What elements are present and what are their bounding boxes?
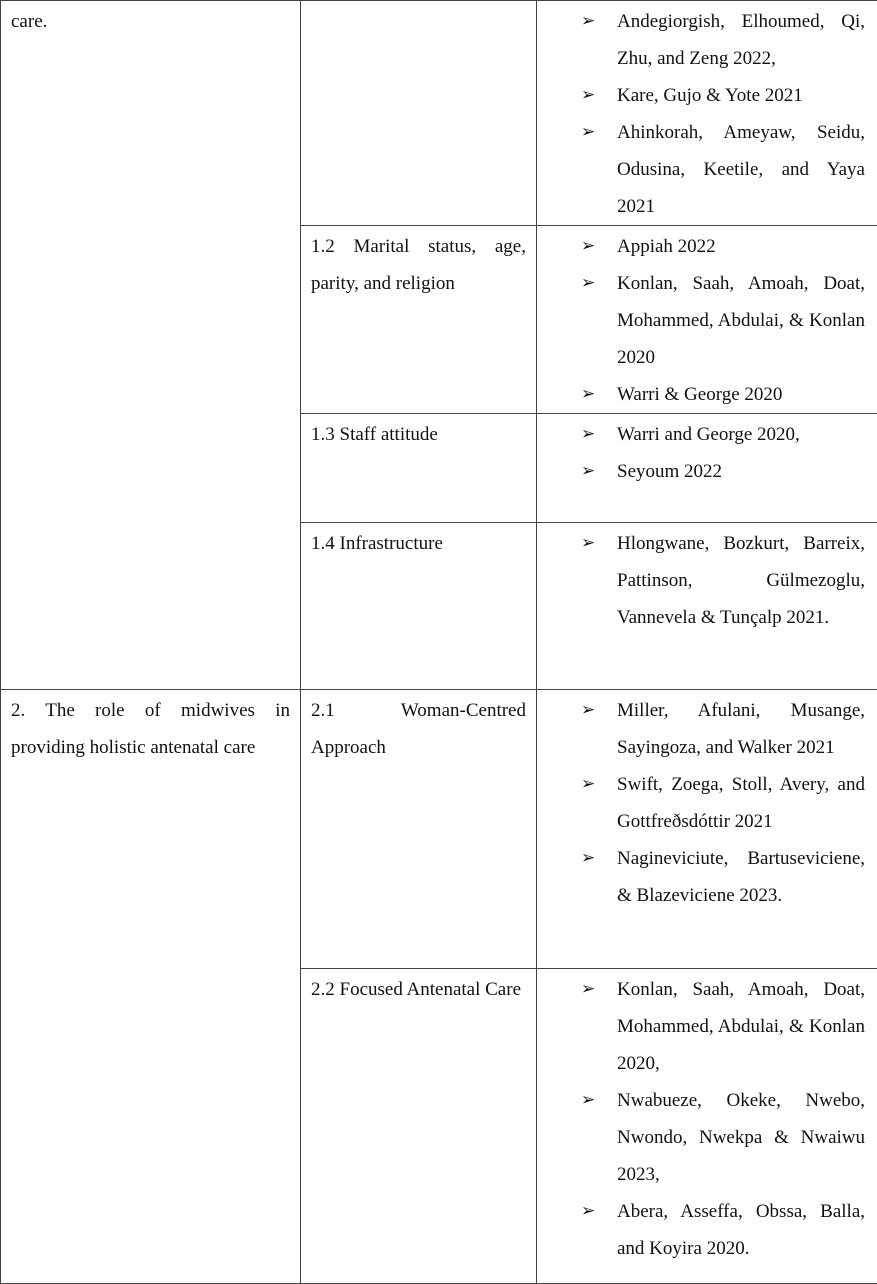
list-item: ➢ Kare, Gujo & Yote 2021	[537, 77, 865, 114]
arrowhead-bullet-icon: ➢	[581, 1193, 595, 1230]
theme-label: care.	[11, 11, 47, 32]
references-cell	[537, 523, 877, 690]
list-item: ➢ Nwabueze, Okeke, Nwebo, Nwondo, Nwekpa & Nwaiwu 2023,	[537, 1082, 865, 1193]
list-item: ➢ Swift, Zoega, Stoll, Avery, and Gottfreðsdóttir 2021	[537, 766, 865, 840]
list-item: ➢ Ahinkorah, Ameyaw, Seidu, Odusina, Keetile, and Yaya 2021	[537, 114, 865, 225]
arrowhead-bullet-icon: ➢	[581, 3, 595, 40]
list-item: ➢ Hlongwane, Bozkurt, Barreix, Pattinson, Gülmezoglu, Vannevela & Tunçalp 2021.	[537, 525, 865, 636]
list-item: ➢ Warri & George 2020	[537, 376, 865, 413]
reference-list	[537, 523, 877, 636]
references-cell	[537, 690, 877, 969]
reference-list	[537, 226, 877, 413]
references-cell	[537, 226, 877, 414]
subtheme-cell	[301, 1, 537, 226]
arrowhead-bullet-icon: ➢	[581, 376, 595, 413]
list-item: ➢ Nagineviciute, Bartuseviciene, & Blazeviciene 2023.	[537, 840, 865, 914]
list-item: ➢ Seyoum 2022	[537, 453, 865, 490]
subtheme-label: 2.1 Woman-Centred Approach	[311, 700, 526, 758]
list-item: ➢ Konlan, Saah, Amoah, Doat, Mohammed, Abdulai, & Konlan 2020	[537, 265, 865, 376]
subtheme-cell	[301, 969, 537, 1284]
list-item: ➢ Konlan, Saah, Amoah, Doat, Mohammed, Abdulai, & Konlan 2020,	[537, 971, 865, 1082]
arrowhead-bullet-icon: ➢	[581, 453, 595, 490]
theme-cell	[1, 690, 301, 1284]
subtheme-cell	[301, 226, 537, 414]
reference-list	[537, 690, 877, 914]
subtheme-cell	[301, 414, 537, 523]
arrowhead-bullet-icon: ➢	[581, 766, 595, 803]
arrowhead-bullet-icon: ➢	[581, 265, 595, 302]
table-row	[1, 690, 877, 969]
list-item: ➢ Appiah 2022	[537, 228, 865, 265]
list-item: ➢ Miller, Afulani, Musange, Sayingoza, and Walker 2021	[537, 692, 865, 766]
references-cell	[537, 969, 877, 1284]
subtheme-label: 1.2 Marital status, age, parity, and religion	[311, 236, 526, 294]
arrowhead-bullet-icon: ➢	[581, 416, 595, 453]
list-item: ➢ Abera, Asseffa, Obssa, Balla, and Koyira 2020.	[537, 1193, 865, 1267]
arrowhead-bullet-icon: ➢	[581, 1082, 595, 1119]
theme-cell	[1, 1, 301, 690]
arrowhead-bullet-icon: ➢	[581, 971, 595, 1008]
references-cell	[537, 414, 877, 523]
references-cell	[537, 1, 877, 226]
arrowhead-bullet-icon: ➢	[581, 525, 595, 562]
arrowhead-bullet-icon: ➢	[581, 77, 595, 114]
reference-list	[537, 414, 877, 490]
subtheme-label: 1.3 Staff attitude	[311, 424, 438, 445]
table-row	[1, 1, 877, 226]
reference-list	[537, 1, 877, 225]
list-item: ➢ Warri and George 2020,	[537, 416, 865, 453]
subtheme-label: 2.2 Focused Antenatal Care	[311, 979, 521, 1000]
reference-list	[537, 969, 877, 1267]
subtheme-cell	[301, 523, 537, 690]
subtheme-cell	[301, 690, 537, 969]
list-item: ➢ Andegiorgish, Elhoumed, Qi, Zhu, and Zeng 2022,	[537, 3, 865, 77]
arrowhead-bullet-icon: ➢	[581, 114, 595, 151]
theme-label: 2. The role of midwives in providing holistic antenatal care	[11, 700, 290, 758]
arrowhead-bullet-icon: ➢	[581, 840, 595, 877]
arrowhead-bullet-icon: ➢	[581, 692, 595, 729]
subtheme-label: 1.4 Infrastructure	[311, 533, 443, 554]
arrowhead-bullet-icon: ➢	[581, 228, 595, 265]
